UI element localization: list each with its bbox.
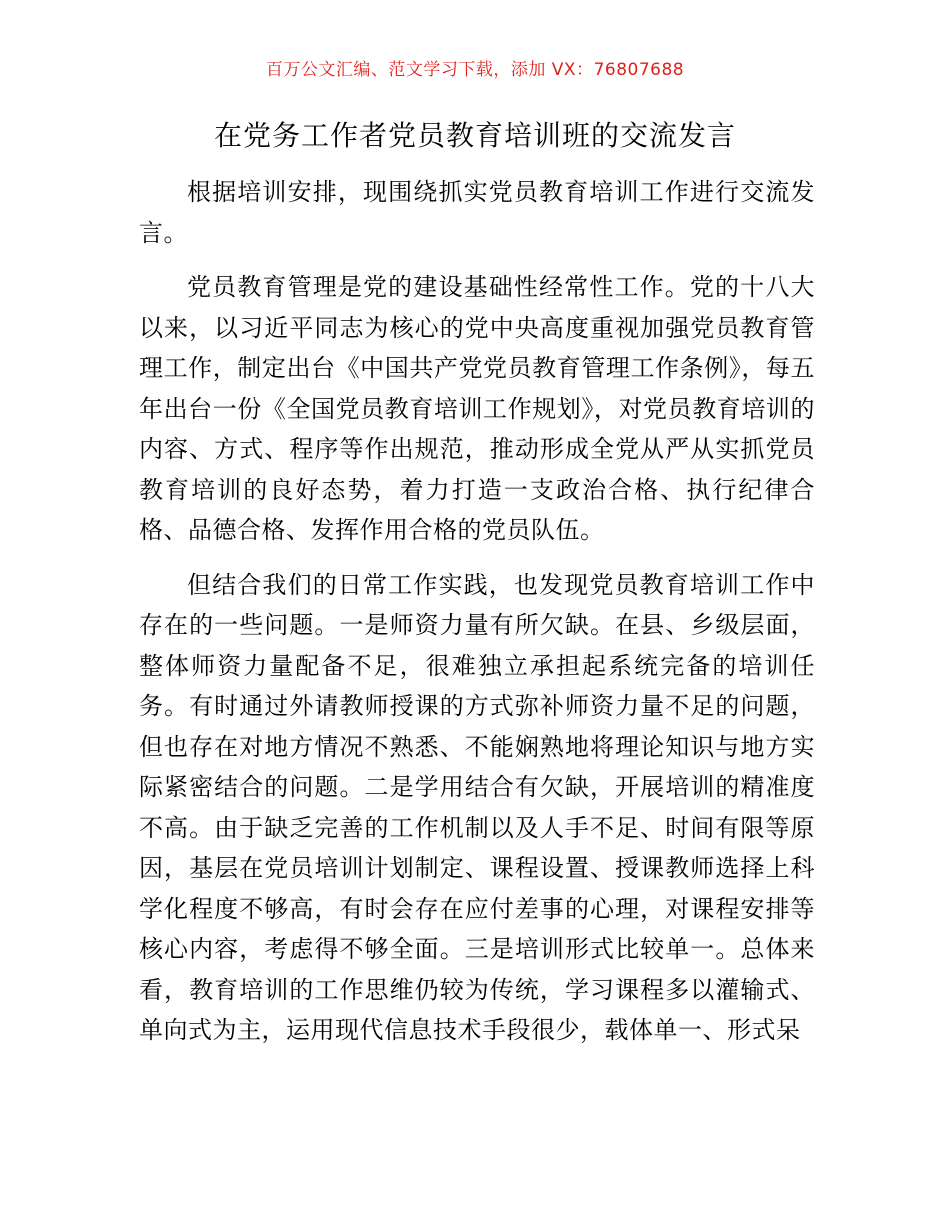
document-title: 在党务工作者党员教育培训班的交流发言 <box>213 119 736 152</box>
header-watermark-note: 百万公文汇编、范文学习下载，添加 VX：76807688 <box>265 60 685 80</box>
paragraph-intro: 根据培训安排，现围绕抓实党员教育培训工作进行交流发言。 <box>139 178 815 247</box>
document-body <box>139 172 815 1065</box>
paragraph-background: 党员教育管理是党的建设基础性经常性工作。党的十八大以来，以习近平同志为核心的党中央高度重视加强党员教育管理工作，制定出台《中国共产党党员教育管理工作条例》，每五年出台一份《全国党员教育培训工作规划》，对党员教育培训的内容、方式、程序等作出规范，推动形成全党从严从实抓党员教育培训的良好态势，着力打造一支政治合格、执行纪律合格、品德合格、发挥作用合格的党员队伍。 <box>139 273 815 544</box>
paragraph-problems: 但结合我们的日常工作实践，也发现党员教育培训工作中存在的一些问题。一是师资力量有所欠缺。在县、乡级层面，整体师资力量配备不足，很难独立承担起系统完备的培训任务。有时通过外请教师授课的方式弥补师资力量不足的问题，但也存在对地方情况不熟悉、不能娴熟地将理论知识与地方实际紧密结合的问题。二是学用结合有欠缺，开展培训的精准度不高。由于缺乏完善的工作机制以及人手不足、时间有限等原因，基层在党员培训计划制定、课程设置、授课教师选择上科学化程度不够高，有时会存在应付差事的心理，对课程安排等核心内容，考虑得不够全面。三是培训形式比较单一。总体来看，教育培训的工作思维仍较为传统，学习课程多以灌输式、单向式为主，运用现代信息技术手段很少，载体单一、形式呆 <box>139 570 815 1044</box>
